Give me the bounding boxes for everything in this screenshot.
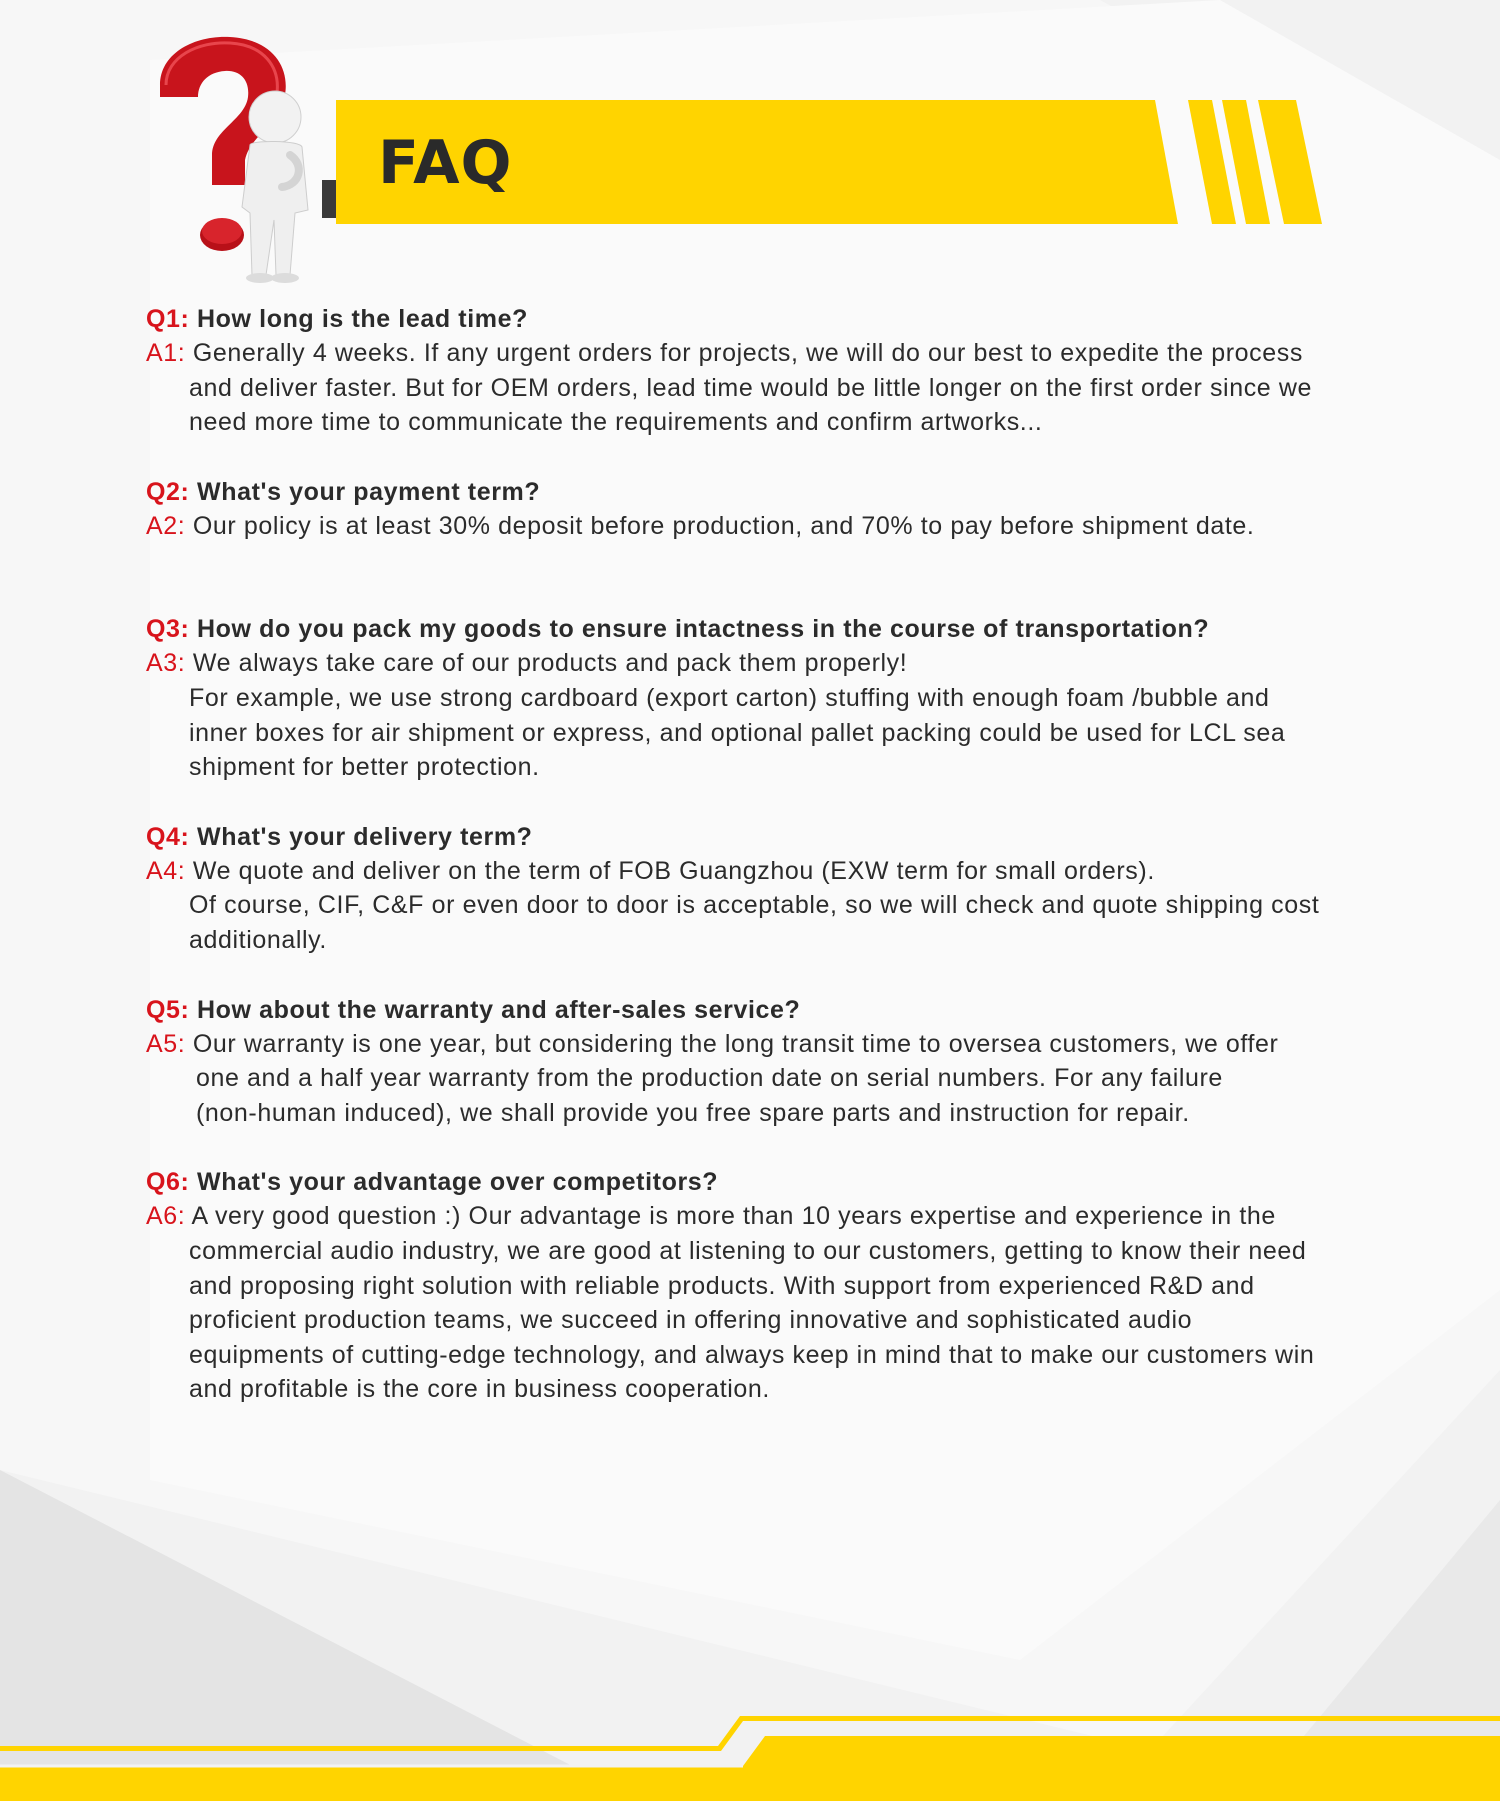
answer-text: We quote and deliver on the term of FOB Guangzhou (EXW term for small orders).: [192, 856, 1155, 885]
question-label: Q6:: [146, 1168, 190, 1197]
faq-item-6: [146, 1166, 1366, 1407]
faq-list: [146, 303, 1366, 1407]
answer-line: inner boxes for air shipment or express, and optional pallet packing could be used for LCL sea: [189, 718, 1286, 747]
question-line: [146, 476, 1366, 509]
faq-item-3: [146, 613, 1366, 784]
answer-label: A1:: [146, 339, 186, 367]
answer-label: A5:: [146, 1029, 186, 1058]
answer-text: Our policy is at least 30% deposit before production, and 70% to pay before shipment date.: [192, 511, 1255, 540]
faq-item-1: [146, 303, 1366, 440]
faq-item-4: [146, 821, 1366, 958]
question-label: Q5:: [146, 995, 190, 1024]
answer-label: A4:: [146, 856, 186, 885]
question-line: [146, 1166, 1366, 1199]
answer-line: [146, 1027, 1366, 1062]
answer-label: A3:: [146, 649, 186, 678]
question-line: [146, 821, 1366, 854]
question-label: Q2:: [146, 477, 190, 506]
answer-line: one and a half year warranty from the production date on serial numbers. For any failure: [196, 1064, 1223, 1093]
question-text: What's your delivery term?: [197, 822, 533, 851]
question-text: How do you pack my goods to ensure intactness in the course of transportation?: [197, 615, 1210, 644]
question-label: Q3:: [146, 615, 190, 644]
question-text: How long is the lead time?: [197, 305, 528, 333]
answer-line: commercial audio industry, we are good at listening to our customers, getting to know their need: [189, 1236, 1307, 1265]
answer-line: (non-human induced), we shall provide you free spare parts and instruction for repair.: [196, 1098, 1190, 1127]
faq-item-2: [146, 476, 1366, 544]
answer-line: equipments of cutting-edge technology, and always keep in mind that to make our customers win: [189, 1340, 1315, 1369]
answer-line: Of course, CIF, C&F or even door to door is acceptable, so we will check and quote shipping cost: [189, 891, 1320, 920]
answer-line: shipment for better protection.: [189, 753, 540, 782]
answer-line: [146, 854, 1366, 889]
answer-text: Our warranty is one year, but considering the long transit time to oversea customers, we offer: [192, 1029, 1279, 1058]
question-label: Q4:: [146, 822, 190, 851]
question-mark-figure-icon: [150, 35, 350, 285]
answer-line: and deliver faster. But for OEM orders, lead time would be little longer on the first order since we: [189, 373, 1313, 402]
answer-line: and profitable is the core in business cooperation.: [189, 1375, 770, 1404]
faq-item-5: [146, 994, 1366, 1131]
answer-text: Generally 4 weeks. If any urgent orders for projects, we will do our best to expedite the process: [192, 339, 1303, 367]
answer-line: proficient production teams, we succeed in offering innovative and sophisticated audio: [189, 1306, 1193, 1335]
question-text: What's your payment term?: [197, 477, 541, 506]
answer-line: need more time to communicate the requirements and confirm artworks...: [189, 408, 1043, 437]
answer-text: A very good question :) Our advantage is more than 10 years expertise and experience in the: [191, 1202, 1276, 1231]
answer-text: We always take care of our products and pack them properly!: [192, 649, 908, 678]
answer-line: [146, 1199, 1366, 1234]
question-line: [146, 613, 1366, 646]
answer-label: A6:: [146, 1202, 186, 1231]
question-text: What's your advantage over competitors?: [197, 1168, 719, 1197]
question-line: [146, 994, 1366, 1027]
answer-label: A2:: [146, 511, 186, 540]
answer-line: [146, 336, 1366, 371]
answer-line: [146, 646, 1366, 681]
answer-line: [146, 509, 1366, 544]
question-label: Q1:: [146, 305, 190, 333]
answer-line: additionally.: [189, 925, 327, 954]
question-line: [146, 303, 1366, 336]
page-title: FAQ: [378, 128, 513, 198]
answer-line: For example, we use strong cardboard (export carton) stuffing with enough foam /bubble and: [189, 683, 1270, 712]
answer-line: and proposing right solution with reliable products. With support from experienced R&D and: [189, 1271, 1255, 1300]
question-text: How about the warranty and after-sales service?: [197, 995, 801, 1024]
